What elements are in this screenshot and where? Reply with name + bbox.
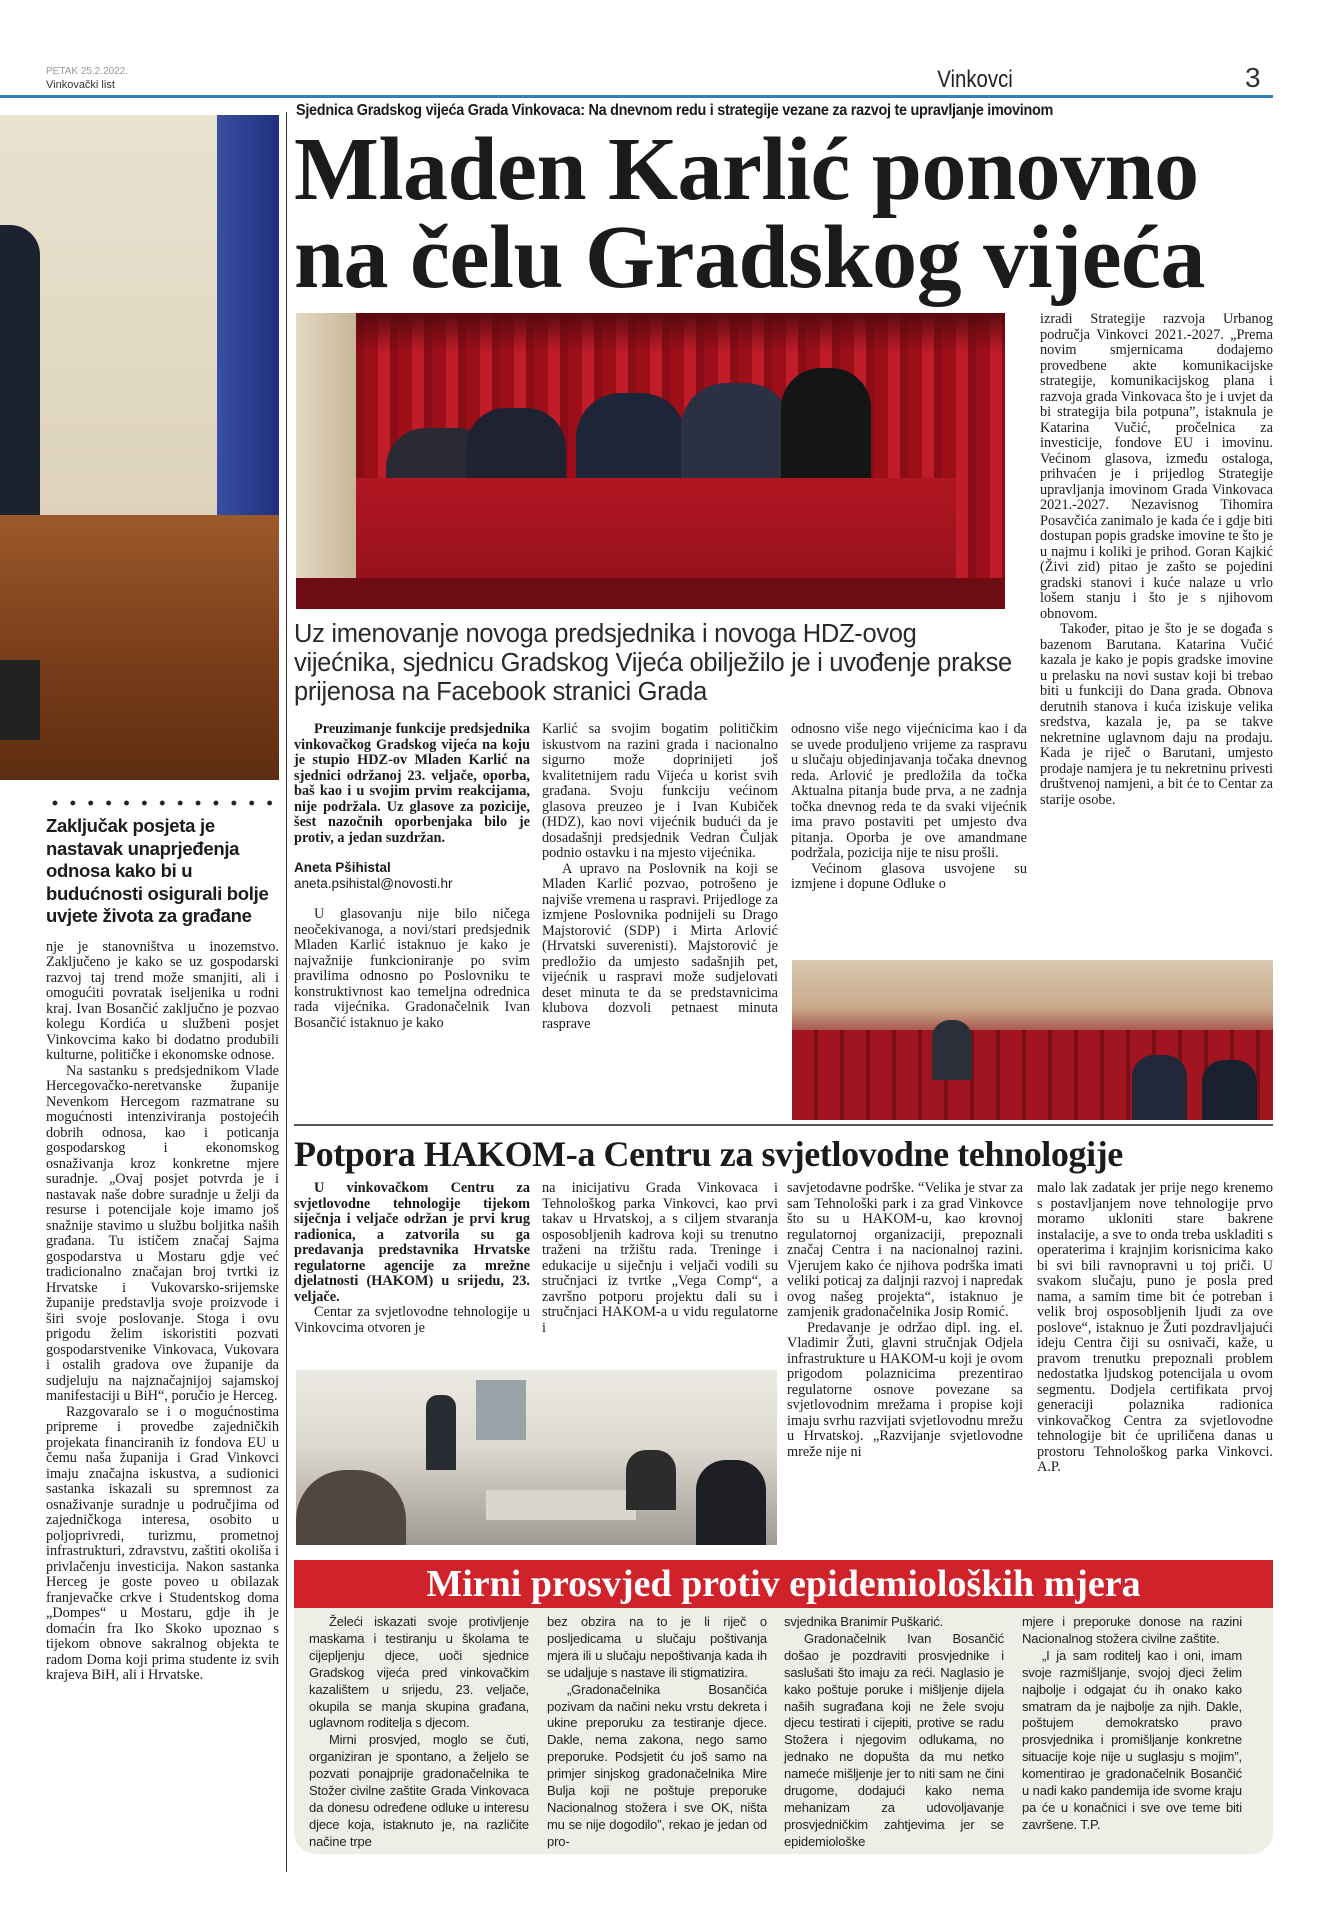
- article-subtitle: Uz imenovanje novoga predsjednika i novoga HDZ-ovog vijećnika, sjednicu Gradskog Vijeća obilježilo je i uvođenje prakse prijenosa na Facebook stranici Grada: [294, 620, 1012, 706]
- protest-column-2: [547, 1614, 767, 1851]
- paragraph: svjednika Branimir Puškarić.: [784, 1614, 944, 1629]
- paragraph: Centar za svjetlovodne tehnologije u Vinkovcima otvoren je: [294, 1304, 530, 1336]
- hakom-column-2: [542, 1181, 778, 1336]
- side-article-headline: Zaključak posjeta je nastavak unaprjeđenja odnosa kako bi u budućnosti osigurali bolje uvjete života za građane: [46, 815, 269, 926]
- paragraph: Mirni prosvjed, moglo se čuti, organiziran je spontano, a željelo se pozvati ponajprije gradonačelnika te Stožer civilne zaštite Grada Vinkovaca da donesu određene odluke u interesu djece koja, istaknuto je, na različite načine trpe: [309, 1732, 529, 1849]
- council-session-photo: [296, 313, 1005, 609]
- protest-headline-banner: Mirni prosvjed protiv epidemioloških mjera: [294, 1560, 1273, 1608]
- hakom-column-4: [1037, 1181, 1273, 1476]
- paragraph: Razgovaralo se i o mogućnostima pripreme i provedbe zajedničkih projekata financiranih iz fondova EU u čemu naša županija i Grad Vinkovci imaju značajna iskustva, a sudionici sastanka iskazali su spremnost za osnaživanje suradnje u područjima od zajedničkoga interesa, osobito u poljoprivredi, turizmu, prometnoj infrastrukturi, zdravstvu, zaštiti okoliša i privlačenju investicija. Nakon sastanka Herceg je goste poveo u obilazak franjevačke crkve i Studentskog doma „Dompes“ u Mostaru, gdje ih je domaćin fra Iko Skoko upoznao s tijekom obnove sakralnog objekta te radom Doma koji prima studente iz svih krajeva BiH, ali i Hrvatske.: [46, 1403, 279, 1683]
- newspaper-name: Vinkovački list: [46, 79, 115, 91]
- page-number: 3: [1245, 62, 1261, 93]
- audience-photo: [792, 960, 1273, 1120]
- paragraph: na inicijativu Grada Vinkovaca i Tehnološkog parka Vinkovci, kao prvi takav u Hrvatskoj, a s ciljem stvaranja osposobljenih kadrova koji su trenutno traženi na tržištu rada. Treninge i edukacije u siječnju i veljači vodili su stručnjaci iz tvrtke „Vega Comp“, a završno potporu projektu dali su i stručnjaci HAKOM-a u vidu regulatorne i: [542, 1180, 778, 1336]
- hakom-column-3: [787, 1181, 1023, 1460]
- column-divider: [286, 112, 287, 1872]
- paragraph: U glasovanju nije bilo ničega neočekivanoga, a novi/stari predsjednik Mladen Karlić istaknuo je kako je najvažnije funkcioniranje po svim pravilima odnosno po Poslovniku te konstruktivnost kao temeljna odrednica rada vijećnika. Gradonačelnik Ivan Bosančić istaknuo je kako: [294, 906, 530, 1031]
- side-article-body: [46, 940, 279, 1684]
- issue-date: PETAK 25.2.2022.: [46, 66, 129, 77]
- author-email[interactable]: aneta.psihistal@novosti.hr: [294, 875, 453, 891]
- paragraph: bez obzira na to je li riječ o posljedicama u slučaju poštivanja mjera ili u slučaju nepoštivanja kada ih se udaljuje s nastave ili stigmatizira.: [547, 1614, 767, 1680]
- paragraph: nje je stanovništva u inozemstvo. Zaključeno je kako se uz gospodarski razvoj taj trend može smanjiti, ali i omogućiti povratak iseljenika u rodni kraj. Ivan Bosančić zaključno je pozvao kolegu Kordića u službeni posjet Vinkovcima kako bi dodatno produbili kulturne, političke i ekonomske odnose.: [46, 938, 279, 1063]
- hakom-lead: U vinkovačkom Centru za svjetlovodne tehnologije tijekom siječnja i veljače održan je prvi krug radionica, a zatvorila su ga predavanja predstavnika Hrvatske regulatorne agencije za mrežne djelatnosti (HAKOM) u srijedu, 23. veljače.: [294, 1180, 530, 1305]
- article-right-column: [1040, 312, 1273, 808]
- paragraph: mjere i preporuke donose na razini Nacionalnog stožera civilne zaštite.: [1022, 1614, 1242, 1646]
- author-name: Aneta Pšihistal: [294, 860, 391, 875]
- protest-column-1: [309, 1614, 529, 1851]
- paragraph: „Gradonačelnika Bosančića pozivam da načini neku vrstu dekreta i ukine preporuku za testiranje djece. Dakle, nema zakona, nego samo preporuke. Podsjetit ću još samo na primjer sinjskog gradonačelnika Mire Bulja koji ne poštuje preporuke Nacionalnog stožera i sve OK, ništa mu se nije dogodilo”, rekao je jedan od pro-: [547, 1681, 767, 1849]
- headline-line: na čelu Gradskog vijeća: [294, 208, 1205, 307]
- paragraph: izradi Strategije razvoja Urbanog područja Vinkovci 2021.-2027. „Prema novim smjernicama dodajemo provedbene akte komunikacijske strategije, komunikacijskog plana i razvoja grada Vinkovaca što je i uvjet da bi strategija bila potpuna”, istaknula je Katarina Vučić, pročelnica za investicije, fondove EU i imovinu. Većinom glasova, između ostaloga, prihvaćen je i prijedlog Strategije upravljanja imovinom Grada Vinkovaca 2021.-2027. Nezavisnog Tihomira Posavčića zanimalo je kada će i gdje biti dostupan popis gradske imovine te što je u najmu i koliki je prihod. Goran Kajkić (Živi zid) pitao je zašto se pojedini gradski stanovi i kuće nalaze u vrlo lošem stanju i što je s njihovom obnovom.: [1040, 311, 1273, 622]
- article-column-1: [294, 722, 530, 1031]
- article-headline: [294, 120, 1284, 307]
- article-kicker: Sjednica Gradskog vijeća Grada Vinkovaca: Na dnevnom redu i strategije vezane za razvoj te upravljanje imovinom: [296, 102, 1054, 119]
- paragraph: Na sastanku s predsjednikom Vlade Hercegovačko-neretvanske županije Nevenkom Hercegom razmatrane su mogućnosti intenziviranja postojećih dobrih odnosa, kao i poticanja gospodarskog i ekonomskog osnaživanja kroz konkretne mjere suradnje. „Ovaj posjet potvrda je i nastavak naše dobre suradnje u želji da resurse i potencijale koje imamo još snažnije stavimo u službu boljitka naših građana. Tu ističem značaj Sajma gospodarstva u Mostaru gdje već tradicionalno značajan broj tvrtki iz Hrvatske i Vukovarsko-srijemske županije predstavlja svoje proizvode i širi svoje poslovanje. Stoga i ovu prigodu želim iskoristiti pozvati gospodarstvenike Vinkovaca, Vukovara i ostalih gradova ove županije da sudjeluju na najznačajnijoj sajamskoj manifestaciji u BiH“, poručio je Herceg.: [46, 1062, 279, 1404]
- section-divider: [294, 1124, 1273, 1126]
- article-column-3: [791, 722, 1027, 893]
- side-article: [46, 815, 282, 1684]
- hakom-headline: Potpora HAKOM-a Centru za svjetlovodne tehnologije: [294, 1134, 1123, 1174]
- paragraph: savjetodavne podrške. “Velika je stvar za sam Tehnološki park i za grad Vinkovce što su u HAKOM-u, kao krovnoj regulatornoj organizaciji, prepoznali značaj Centra i na nacionalnoj razini. Vjerujem kako će njihova podrška imati veliki poticaj za daljnji razvoj i napredak ovog našeg projekta“, istaknuo je zamjenik gradonačelnika Josip Romić.: [787, 1180, 1023, 1320]
- article-lead: Preuzimanje funkcije predsjednika vinkovačkog Gradskog vijeća na koju je stupio HDZ-ov Mladen Karlić na sjednici održanoj 23. veljače, oporba, baš kao i u svojim prvim reakcijama, nije podržala. Uz glasove za pozicije, šest nazočnih oporbenjaka bilo je protiv, a jedan suzdržan.: [294, 721, 530, 846]
- workshop-photo: [296, 1370, 777, 1545]
- protest-column-4: [1022, 1614, 1242, 1834]
- paragraph: odnosno više nego vijećnicima kao i da se uvede produljeno vrijeme za raspravu u slučaju objedinjavanja točaka dnevnog reda. Arlović je predložila da točka Aktualna pitanja bude prva, a ne zadnja točka dnevnog reda te da svaki vijećnik ima pravo postaviti pet umjesto dva pitanja. Oporba je ove amandmane podržala, pozicija nije te nisu prošli.: [791, 721, 1027, 861]
- header-rule: [0, 95, 1273, 98]
- paragraph: Karlić sa svojim bogatim političkim iskustvom na razini grada i nacionalno sigurno može doprinijeti još kvalitetnijem radu Vijeća u korist svih građana. Svoju funkciju većinom glasova preuzeo je i Ivan Kubiček (HDZ), kao novi vijećnik budući da je dosadašnji predsjednik Vedran Čuljak podnio ostavku i na mjesto vijećnika.: [542, 721, 778, 861]
- paragraph: Predavanje je održao dipl. ing. el. Vladimir Žuti, glavni stručnjak Odjela infrastrukture u HAKOM-u koji je ovom prigodom polaznicima prezentirao regulatorne osnove povezane sa svjetlovodnim mrežama i propise koji imaju svrhu razvijati svjetlovodnu mrežu u Hrvatskoj. „Razvijanje svjetlovodne mreže nije ni: [787, 1319, 1023, 1460]
- dotted-separator: [46, 798, 279, 808]
- headline-line: Mladen Karlić ponovno: [294, 120, 1199, 219]
- paragraph: A upravo na Poslovnik na koji se Mladen Karlić pozvao, potrošeno je najviše vremena u raspravi. Prijedloge za izmjene Poslovnika podnijeli su Drago Majstorović (SDP) i Mirta Arlović (Hrvatski suverenisti). Majstorović je predložio da umjesto sadašnjih pet, vijećnik u raspravi može sudjelovati deset minuta te da se predstavnicima klubova dozvoli petnaest minuta rasprave: [542, 860, 778, 1032]
- side-article-photo: [0, 115, 279, 780]
- paragraph: Većinom glasova usvojene su izmjene i dopune Odluke o: [791, 860, 1027, 892]
- paragraph: Želeći iskazati svoje protivljenje maskama i testiranju u školama te cijepljenju djece, uoči sjednice Gradskog vijeća pred vinkovačkim kazalištem u srijedu, 23. veljače, okupila se manja skupina građana, uglavnom roditelja s djecom.: [309, 1614, 529, 1731]
- paragraph: Gradonačelnik Ivan Bosančić došao je pozdraviti prosvjednike i saslušati što imaju za reći. Naglasio je kako poštuje poruke i mišljenje dijela naših sugrađana koji ne žele svoju djecu testirati i cijepiti, protive se radu Stožera i njegovim odlukama, no jednako ne dopušta da mu netko nameće mišljenje jer to niti sam ne čini drugome, dodajući kako nema mehanizam za udovoljavanje prosvjedničkim zahtjevima jer se epidemiološke: [784, 1630, 1004, 1849]
- paragraph: malo lak zadatak jer prije nego krenemo s postavljanjem nove tehnologije prvo moramo ukloniti stare bakrene instalacije, a sve to onda treba uskladiti s operaterima i krajnjim korisnicima kako bi svi bili ravnopravni u toj priči. U svakom slučaju, puno je posla pred nama, a samim time bit će potreban i velik broj osposobljenih ljudi za ove poslove“, istaknuo je Žuti pozdravljajući ideju Centra čiji su osnivači, kaže, u pravom trenutku prepoznali problem nedostatka ljudskog potencijala u ovom segmentu. Dodjela certifikata prvoj generaciji polaznika radionica vinkovačkog Centra za svjetlovodne tehnologije bit će upriličena danas u prostoru Tehnološkog parka Vinkovci. A.P.: [1037, 1180, 1273, 1475]
- hakom-column-1: [294, 1181, 530, 1336]
- paragraph: „I ja sam roditelj kao i oni, imam svoje razmišljanje, svojoj djeci želim najbolje i odgajat ću ih onako kako smatram da je najbolje za njih. Dakle, poštujem demokratsko pravo prosvjednika i promišljanje konkretne situacije koje nije u suglasju s mojim”, komentirao je gradonačelnik Bosančić u nadi kako pandemija ide svome kraju pa će u konačnici i sve ove teme biti završene. T.P.: [1022, 1647, 1242, 1832]
- article-column-2: [542, 722, 778, 1032]
- paragraph: Također, pitao je što je se događa s bazenom Barutana. Katarina Vučić kazala je kako je popis gradske imovine u prelasku na novi sustav koji bi trebao biti u funkciji do Dana grada. Obnova derutnih stanova i kuća iziskuje velika sredstva, kazala je, pa se takve nekretnine uglavnom daju na prodaju. Kada je riječ o Barutani, umjesto prodaje namjera je tu nekretninu privesti društvenoj namjeni, a bit će to Centar za starije osobe.: [1040, 621, 1273, 808]
- protest-column-3: [784, 1614, 1004, 1851]
- section-title: Vinkovci: [937, 66, 1013, 93]
